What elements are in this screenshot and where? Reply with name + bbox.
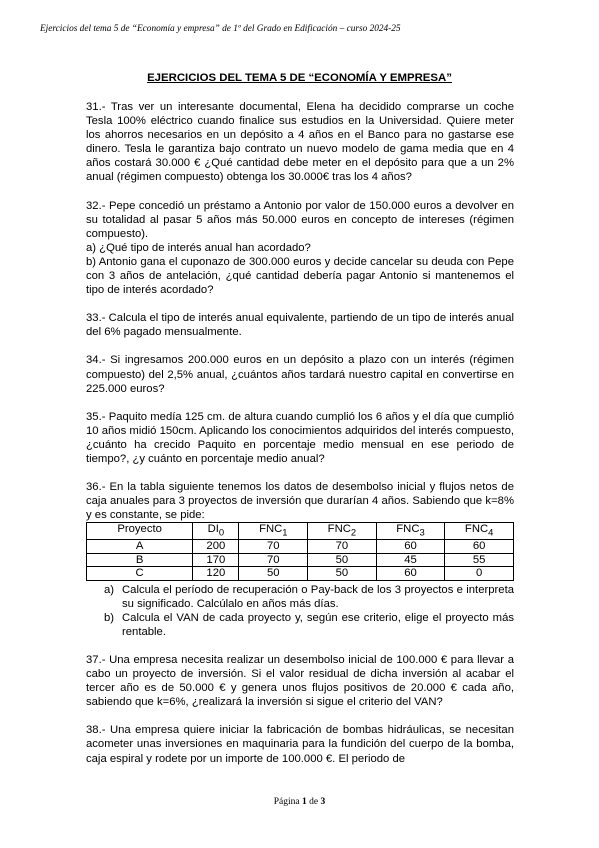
table-cell: 200 <box>193 540 239 554</box>
list-marker: a) <box>104 583 115 596</box>
table-cell: 170 <box>193 553 239 567</box>
document-title: EJERCICIOS DEL TEMA 5 DE “ECONOMÍA Y EMPRESA” <box>147 72 452 84</box>
list-item <box>86 583 514 611</box>
exercise-31: 31.- Tras ver un interesante documental, Elena ha decidido comprarse un coche Tesla 100% eléctrico cuando finalice sus estudios en la Universidad. Quiere meter los ahorros necesarios en un depósito a 4 años en el Banco para no gastarse ese dinero. Tesla le garantiza bajo contrato un nuevo modelo de gama media que en 4 años costará 30.000 € ¿Qué cantidad debe meter en el depósito para que a un 2% anual (régimen compuesto) obtenga los 30.000€ tras los 4 años? <box>86 101 514 184</box>
table-cell: 0 <box>445 567 514 581</box>
list-item <box>86 611 514 639</box>
exercise-33: 33.- Calcula el tipo de interés anual equivalente, partiendo de un tipo de interés anual del 6% pagado mensualmente. <box>86 312 514 339</box>
exercise-32 <box>86 199 514 298</box>
footer-prefix: Página <box>273 797 302 807</box>
exercise-36-question-a: Calcula el período de recuperación o Pay-back de los 3 proyectos e interpreta su significado. Calcúlalo en años más días. <box>122 583 514 610</box>
exercise-38: 38.- Una empresa quiere iniciar la fabricación de bombas hidráulicas, se necesitan acometer unas inversiones en maquinaria para la fundición del cuerpo de la bomba, caja espiral y rodete por un importe de 100.000 €. El periodo de <box>86 724 514 765</box>
table-cell: 50 <box>308 567 377 581</box>
exercise-32-question-a: a) ¿Qué tipo de interés anual han acordado? <box>86 241 311 254</box>
table-row <box>87 567 514 581</box>
list-marker: b) <box>104 611 115 624</box>
exercise-36-statement: 36.- En la tabla siguiente tenemos los datos de desembolso inicial y flujos netos de caja anuales para 3 proyectos de inversión que durarían 4 años. Sabiendo que k=8% y es constante, se pide: <box>86 481 514 522</box>
table-cell: A <box>87 540 193 554</box>
table-cell: B <box>87 553 193 567</box>
table-header-cell: $FNC_3$ <box>376 523 445 540</box>
exercise-32-statement: 32.- Pepe concedió un préstamo a Antonio por valor de 150.000 euros a devolver en su totalidad al pasar 5 años más 50.000 euros en concepto de intereses (régimen compuesto). <box>86 199 514 240</box>
table-cell: 50 <box>239 567 308 581</box>
table-cell: 70 <box>308 540 377 554</box>
table-cell: 70 <box>239 553 308 567</box>
table-cell: 60 <box>376 540 445 554</box>
exercise-36-question-b: Calcula el VAN de cada proyecto y, según ese criterio, elige el proyecto más rentable. <box>122 611 514 638</box>
table-header-cell: $DI_0$ <box>193 523 239 540</box>
table-row <box>87 540 514 554</box>
table-cell: 50 <box>308 553 377 567</box>
exercise-36-questions <box>86 583 514 639</box>
exercise-35: 35.- Paquito medía 125 cm. de altura cuando cumplió los 6 años y el día que cumplió 10 años midió 150cm. Aplicando los conocimientos adquiridos del interés compuesto, ¿cuánto ha crecido Paquito en porcentaje medio mensual en ese periodo de tiempo?, ¿y cuánto en porcentaje medio anual? <box>86 410 514 465</box>
table-cell: 60 <box>445 540 514 554</box>
exercise-37: 37.- Una empresa necesita realizar un desembolso inicial de 100.000 € para llevar a cabo un proyecto de inversión. Si el valor residual de dicha inversión al acabar el tercer año es de 50.000 € y genera unos flujos positivos de 20.000 € cada año, sabiendo que k=6%, ¿realizará la inversión si sigue el criterio del VAN? <box>86 653 514 709</box>
exercises-body <box>86 100 514 780</box>
table-cell: 120 <box>193 567 239 581</box>
footer-middle: de <box>306 797 321 807</box>
page-footer <box>0 797 599 807</box>
page-header: Ejercicios del tema 5 de “Economía y empresa” de 1º del Grado en Edificación – curso 2024-25 <box>40 24 401 34</box>
exercise-34: 34.- Si ingresamos 200.000 euros en un depósito a plazo con un interés (régimen compuesto) del 2,5% anual, ¿cuántos años tardará nuestro capital en convertirse en 225.000 euros? <box>86 354 514 395</box>
table-header-cell: $FNC_2$ <box>308 523 377 540</box>
table-cell: 45 <box>376 553 445 567</box>
table-row <box>87 553 514 567</box>
table-cell: C <box>87 567 193 581</box>
projects-table <box>86 522 514 580</box>
page-total: 3 <box>320 797 326 807</box>
table-header-cell: $FNC_1$ <box>239 523 308 540</box>
table-cell: 55 <box>445 553 514 567</box>
table-cell: 60 <box>376 567 445 581</box>
table-header-cell: $FNC_4$ <box>445 523 514 540</box>
table-header-cell: Proyecto <box>87 523 193 540</box>
exercise-32-question-b: b) Antonio gana el cuponazo de 300.000 euros y decide cancelar su deuda con Pepe con 3 años de antelación, ¿qué cantidad debería pagar Antonio si mantenemos el tipo de interés acordado? <box>86 255 514 297</box>
table-header-row <box>87 523 514 540</box>
table-cell: 70 <box>239 540 308 554</box>
page-number: 1 <box>302 797 307 807</box>
